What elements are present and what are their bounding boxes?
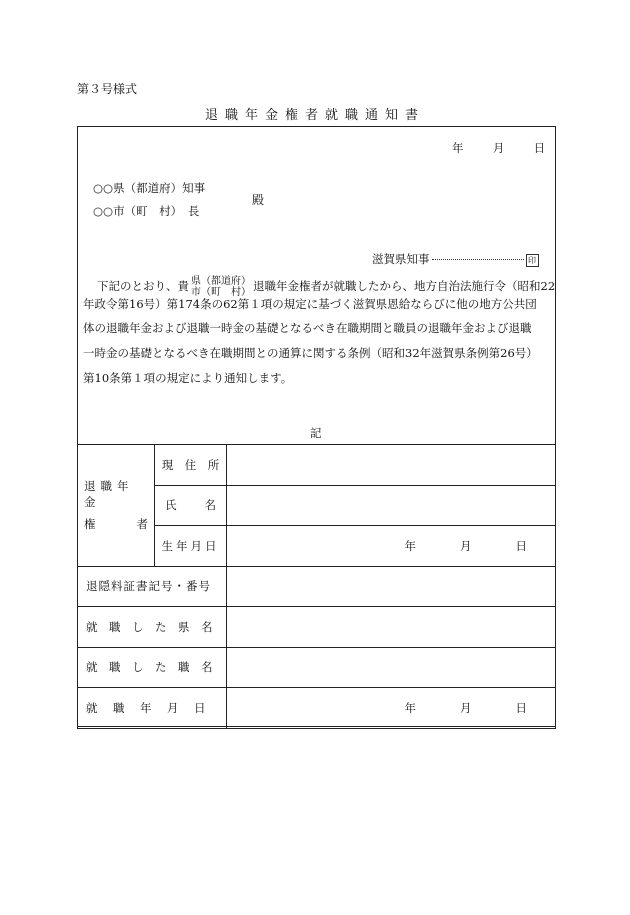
table-row [78,688,556,729]
details-table [77,444,556,729]
body-line-1-pre: 下記のとおり、貴 [97,279,189,293]
birthdate-label [155,526,227,567]
group-label-2a: 権 [84,517,96,532]
cert-no-label [78,566,227,607]
ki-heading: 記 [310,426,322,440]
employed-day: 日 [515,700,527,715]
employed-post-label [78,647,227,688]
body-line-4: 一時金の基礎となるべき在職期間との通算に関する条例（昭和32年滋賀県条例第26号） [83,346,538,360]
birth-year: 年 [404,538,416,553]
body-line-2: 年政令第16号）第174条の62第１項の規定に基づく滋賀県恩給ならびに他の地方公共団 [83,297,537,311]
group-label-line-1: 退職年金 [84,479,134,510]
name-field[interactable] [227,485,556,526]
employed-date-label-text: 就 職 年 月 日 [86,700,208,715]
birth-month: 月 [460,538,472,553]
document-title: 退職年金権者就職通知書 [204,108,425,123]
issue-date-year: 年 [452,141,464,155]
employed-pref-field[interactable] [227,607,556,648]
employed-date-label [78,688,227,729]
employed-date-field[interactable] [227,688,556,729]
current-address-label: 現 住 所 [155,445,227,486]
body-line-1 [97,276,555,298]
seal-mark: 印 [526,254,539,267]
issue-date-day: 日 [533,141,546,155]
addressee-line-1: ○○県（都道府）知事 [93,181,206,195]
employed-pref-label [78,607,227,648]
name-label-a: 氏 [165,498,177,513]
cert-no-field[interactable] [227,566,556,607]
name-label-b: 名 [204,498,216,513]
stack-bottom: 市（町 村） [191,287,251,298]
addressee-honorific: 殿 [252,193,265,207]
birth-day: 日 [515,538,527,553]
table-row [78,647,556,688]
body-line-3: 体の退職年金および退職一時金の基礎となるべき在職期間と職員の退職年金および退職 [83,321,532,335]
birthdate-label-text: 生年月日 [161,538,220,553]
body-line-1-post: 退職年金権者が就職したから、地方自治法施行令（昭和22 [253,279,556,293]
issuer [372,251,539,267]
stack-top: 県（都道府） [191,276,251,287]
pref-city-stack [191,276,251,298]
group-label-2b: 者 [136,517,148,532]
pension-holder-group-label [78,445,155,567]
cert-no-label-text: 退隠料証書記号・番号 [86,579,211,594]
form-number: 第３号様式 [77,82,138,96]
issuer-label: 滋賀県知事 [372,252,430,266]
employed-pref-label-text: 就 職 し た 県 名 [86,619,213,634]
name-label [155,485,227,526]
birthdate-field[interactable] [227,526,556,567]
table-row [78,607,556,648]
table-row [78,566,556,607]
table-row [78,445,556,486]
employed-month: 月 [460,700,472,715]
employed-post-label-text: 就 職 し た 職 名 [86,660,213,675]
employed-post-field[interactable] [227,647,556,688]
signature-dotted-line [432,259,524,260]
issue-date-month: 月 [492,141,505,155]
current-address-field[interactable] [227,445,556,486]
addressee-line-2: ○○市（町 村） 長 [93,204,200,218]
issue-date [452,140,545,156]
body-line-5: 第10条第１項の規定により通知します。 [83,371,293,385]
employed-year: 年 [404,700,416,715]
